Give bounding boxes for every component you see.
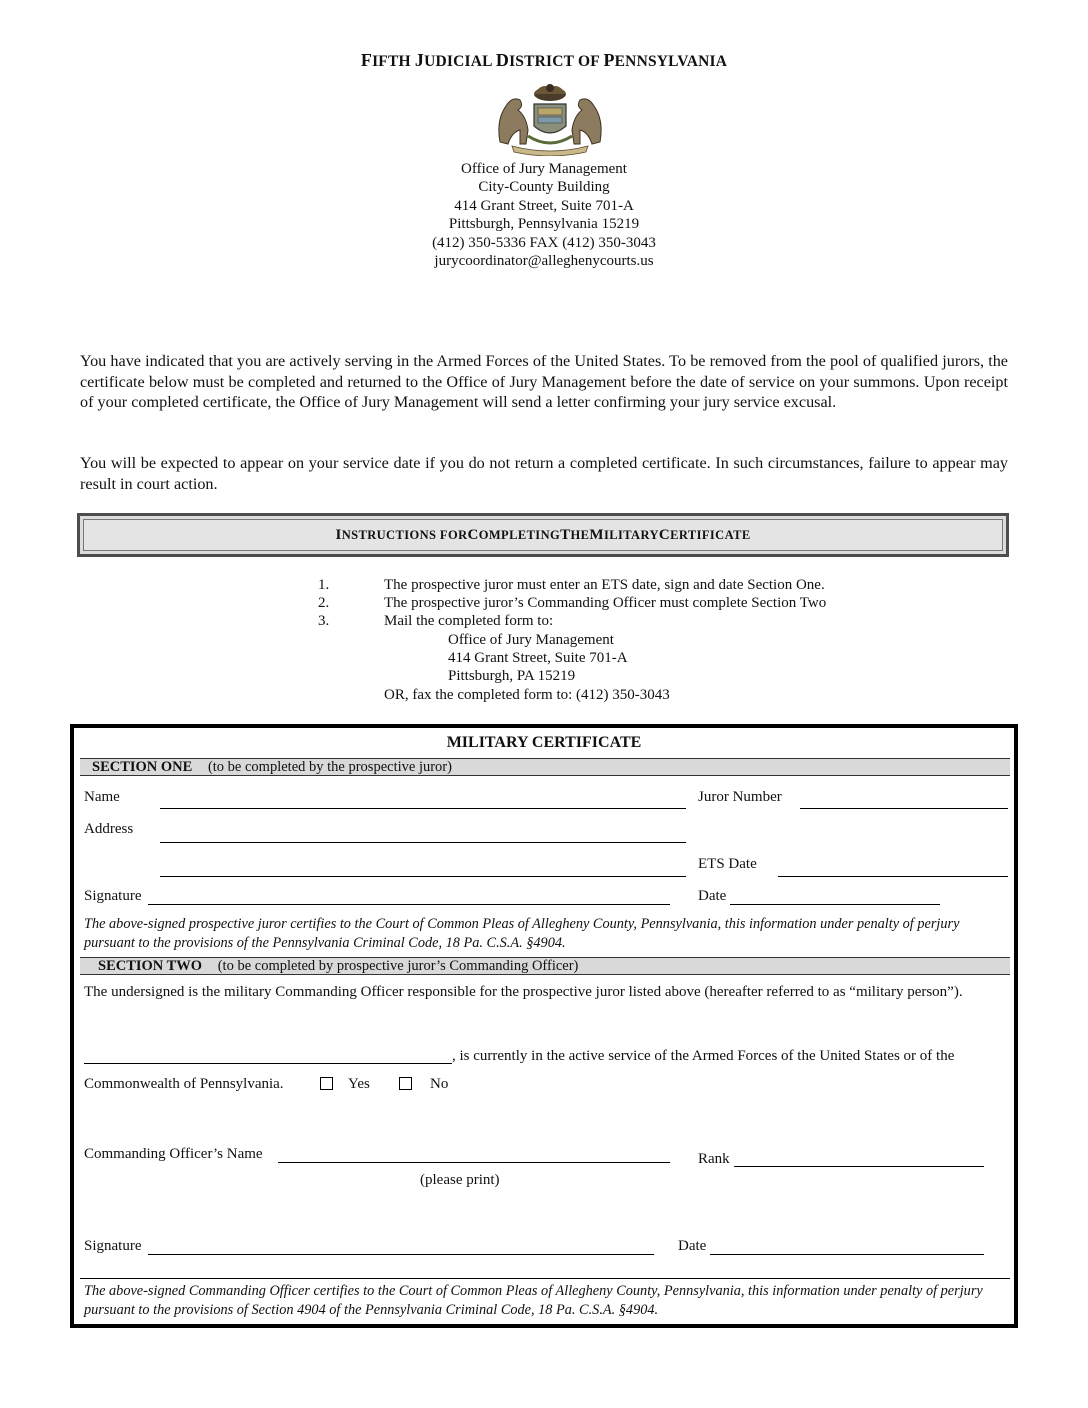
district-title-w4-small: ENNSYLVANIA [614,53,728,70]
district-title-w2-small: UDICIAL [424,53,496,70]
instr-w5-small: ERTIFICATE [670,527,751,542]
district-title-w2-big: J [414,50,425,70]
name-label: Name [84,789,120,805]
office-address-block [340,160,748,270]
military-certificate [70,724,1018,1328]
name-field[interactable] [160,808,686,809]
please-print-note: (please print) [420,1172,500,1188]
military-person-name-field[interactable] [84,1063,452,1064]
section-two-note: (to be completed by prospective juror’s Commanding Officer) [217,958,579,974]
section-two-divider [80,1278,1010,1279]
pennsylvania-coat-of-arms-icon [482,80,618,156]
juror-date-field[interactable] [730,904,940,905]
instr-w4-small: ILITARY [603,527,659,542]
mail-address-line-3: Pittsburgh, PA 15219 [448,668,576,684]
co-signature-field[interactable] [148,1254,654,1255]
office-building: City-County Building [478,179,610,196]
district-title-w1-small: IFTH [372,53,415,70]
step-2-number: 2. [318,595,330,611]
instr-w2-small: OMPLETING [478,527,561,542]
section-two-label: SECTION TWO [98,958,203,974]
intro-paragraph-2: You will be expected to appear on your service date if you do not return a completed certificate. In such circumstances, failure to appear may result in court action. [80,454,1008,493]
commonwealth-text: Commonwealth of Pennsylvania. [84,1076,284,1092]
juror-date-label: Date [698,888,727,904]
ets-date-field[interactable] [778,876,1008,877]
commanding-officer-statement: The undersigned is the military Commanding Officer responsible for the prospective juror listed above (hereafter referred to as “military person”). [84,984,963,1000]
yes-label: Yes [348,1076,370,1092]
co-certification-text: The above-signed Commanding Officer certifies to the Court of Common Pleas of Allegheny County, Pennsylvania, this information under penalty of perjury pursuant to the provisions of Section 4904 of the Pennsylvania Criminal Code, 18 Pa. C.S.A. §4904. [84,1283,983,1318]
co-name-field[interactable] [278,1162,670,1163]
section-one-note: (to be completed by the prospective juror) [207,759,452,775]
step-3-number: 3. [318,613,330,629]
intro-paragraph-1: You have indicated that you are actively serving in the Armed Forces of the United States. To be removed from the pool of qualified jurors, the certificate below must be completed and returned to the Office of Jury Management before the date of service on your summons. Upon receipt of your completed certificate, the Office of Jury Management will send a letter confirming your jury service excusal. [80,352,1008,411]
instr-w4-big: M [589,526,604,543]
fax-line: OR, fax the completed form to: (412) 350-3043 [384,687,670,703]
yes-checkbox[interactable] [320,1077,333,1090]
office-phone-fax: (412) 350-5336 FAX (412) 350-3043 [432,234,656,251]
section-two-bar [80,957,1010,975]
instr-w1-small: NSTRUCTIONS FOR [341,527,468,542]
ets-date-label: ETS Date [698,856,757,872]
section-one-label: SECTION ONE [92,759,193,775]
instructions-heading-box [77,513,1009,557]
co-name-label: Commanding Officer’s Name [84,1146,263,1162]
district-title-w4-big: P [603,50,615,70]
step-1-number: 1. [318,577,330,593]
juror-number-label: Juror Number [698,789,782,805]
rank-label: Rank [698,1151,730,1167]
instr-w3-small: HE [570,527,590,542]
district-title-w3-big: D [495,50,510,70]
district-title-w1-big: F [360,50,373,70]
instructions-heading [83,519,1003,551]
instr-w3-big: T [560,526,571,543]
office-street: 414 Grant Street, Suite 701-A [454,197,634,214]
co-date-field[interactable] [710,1254,984,1255]
step-2-text: The prospective juror’s Commanding Officer must complete Section Two [384,595,827,611]
no-label: No [430,1076,449,1092]
district-title [0,50,1088,71]
office-name: Office of Jury Management [461,161,627,177]
juror-certification-text: The above-signed prospective juror certifies to the Court of Common Pleas of Allegheny County, Pennsylvania, this information under penalty of perjury pursuant to the provisions of the Pennsylvania Criminal Code, 18 Pa. C.S.A. §4904. [84,916,960,951]
instr-w5-big: C [658,526,671,543]
no-checkbox[interactable] [399,1077,412,1090]
mail-address-line-1: Office of Jury Management [448,632,614,648]
step-1-text: The prospective juror must enter an ETS date, sign and date Section One. [384,577,825,593]
co-date-label: Date [678,1238,707,1254]
instr-w1-big: I [335,526,342,543]
juror-signature-field[interactable] [148,904,670,905]
certificate-title: MILITARY CERTIFICATE [446,734,642,751]
mail-address-line-2: 414 Grant Street, Suite 701-A [448,650,628,666]
active-service-text: , is currently in the active service of the Armed Forces of the United States or of the [452,1048,955,1064]
section-one-bar [80,758,1010,776]
address-field-line-2[interactable] [160,876,686,877]
step-3-text: Mail the completed form to: [384,613,554,629]
instr-w2-big: C [467,526,479,543]
address-label: Address [84,821,134,837]
juror-signature-label: Signature [84,888,142,904]
office-email: jurycoordinator@alleghenycourts.us [434,253,654,270]
co-signature-label: Signature [84,1238,142,1254]
rank-field[interactable] [734,1166,984,1167]
address-field-line-1[interactable] [160,842,686,843]
district-title-w3-small: ISTRICT OF [509,53,604,70]
juror-number-field[interactable] [800,808,1008,809]
office-city: Pittsburgh, Pennsylvania 15219 [448,216,640,233]
